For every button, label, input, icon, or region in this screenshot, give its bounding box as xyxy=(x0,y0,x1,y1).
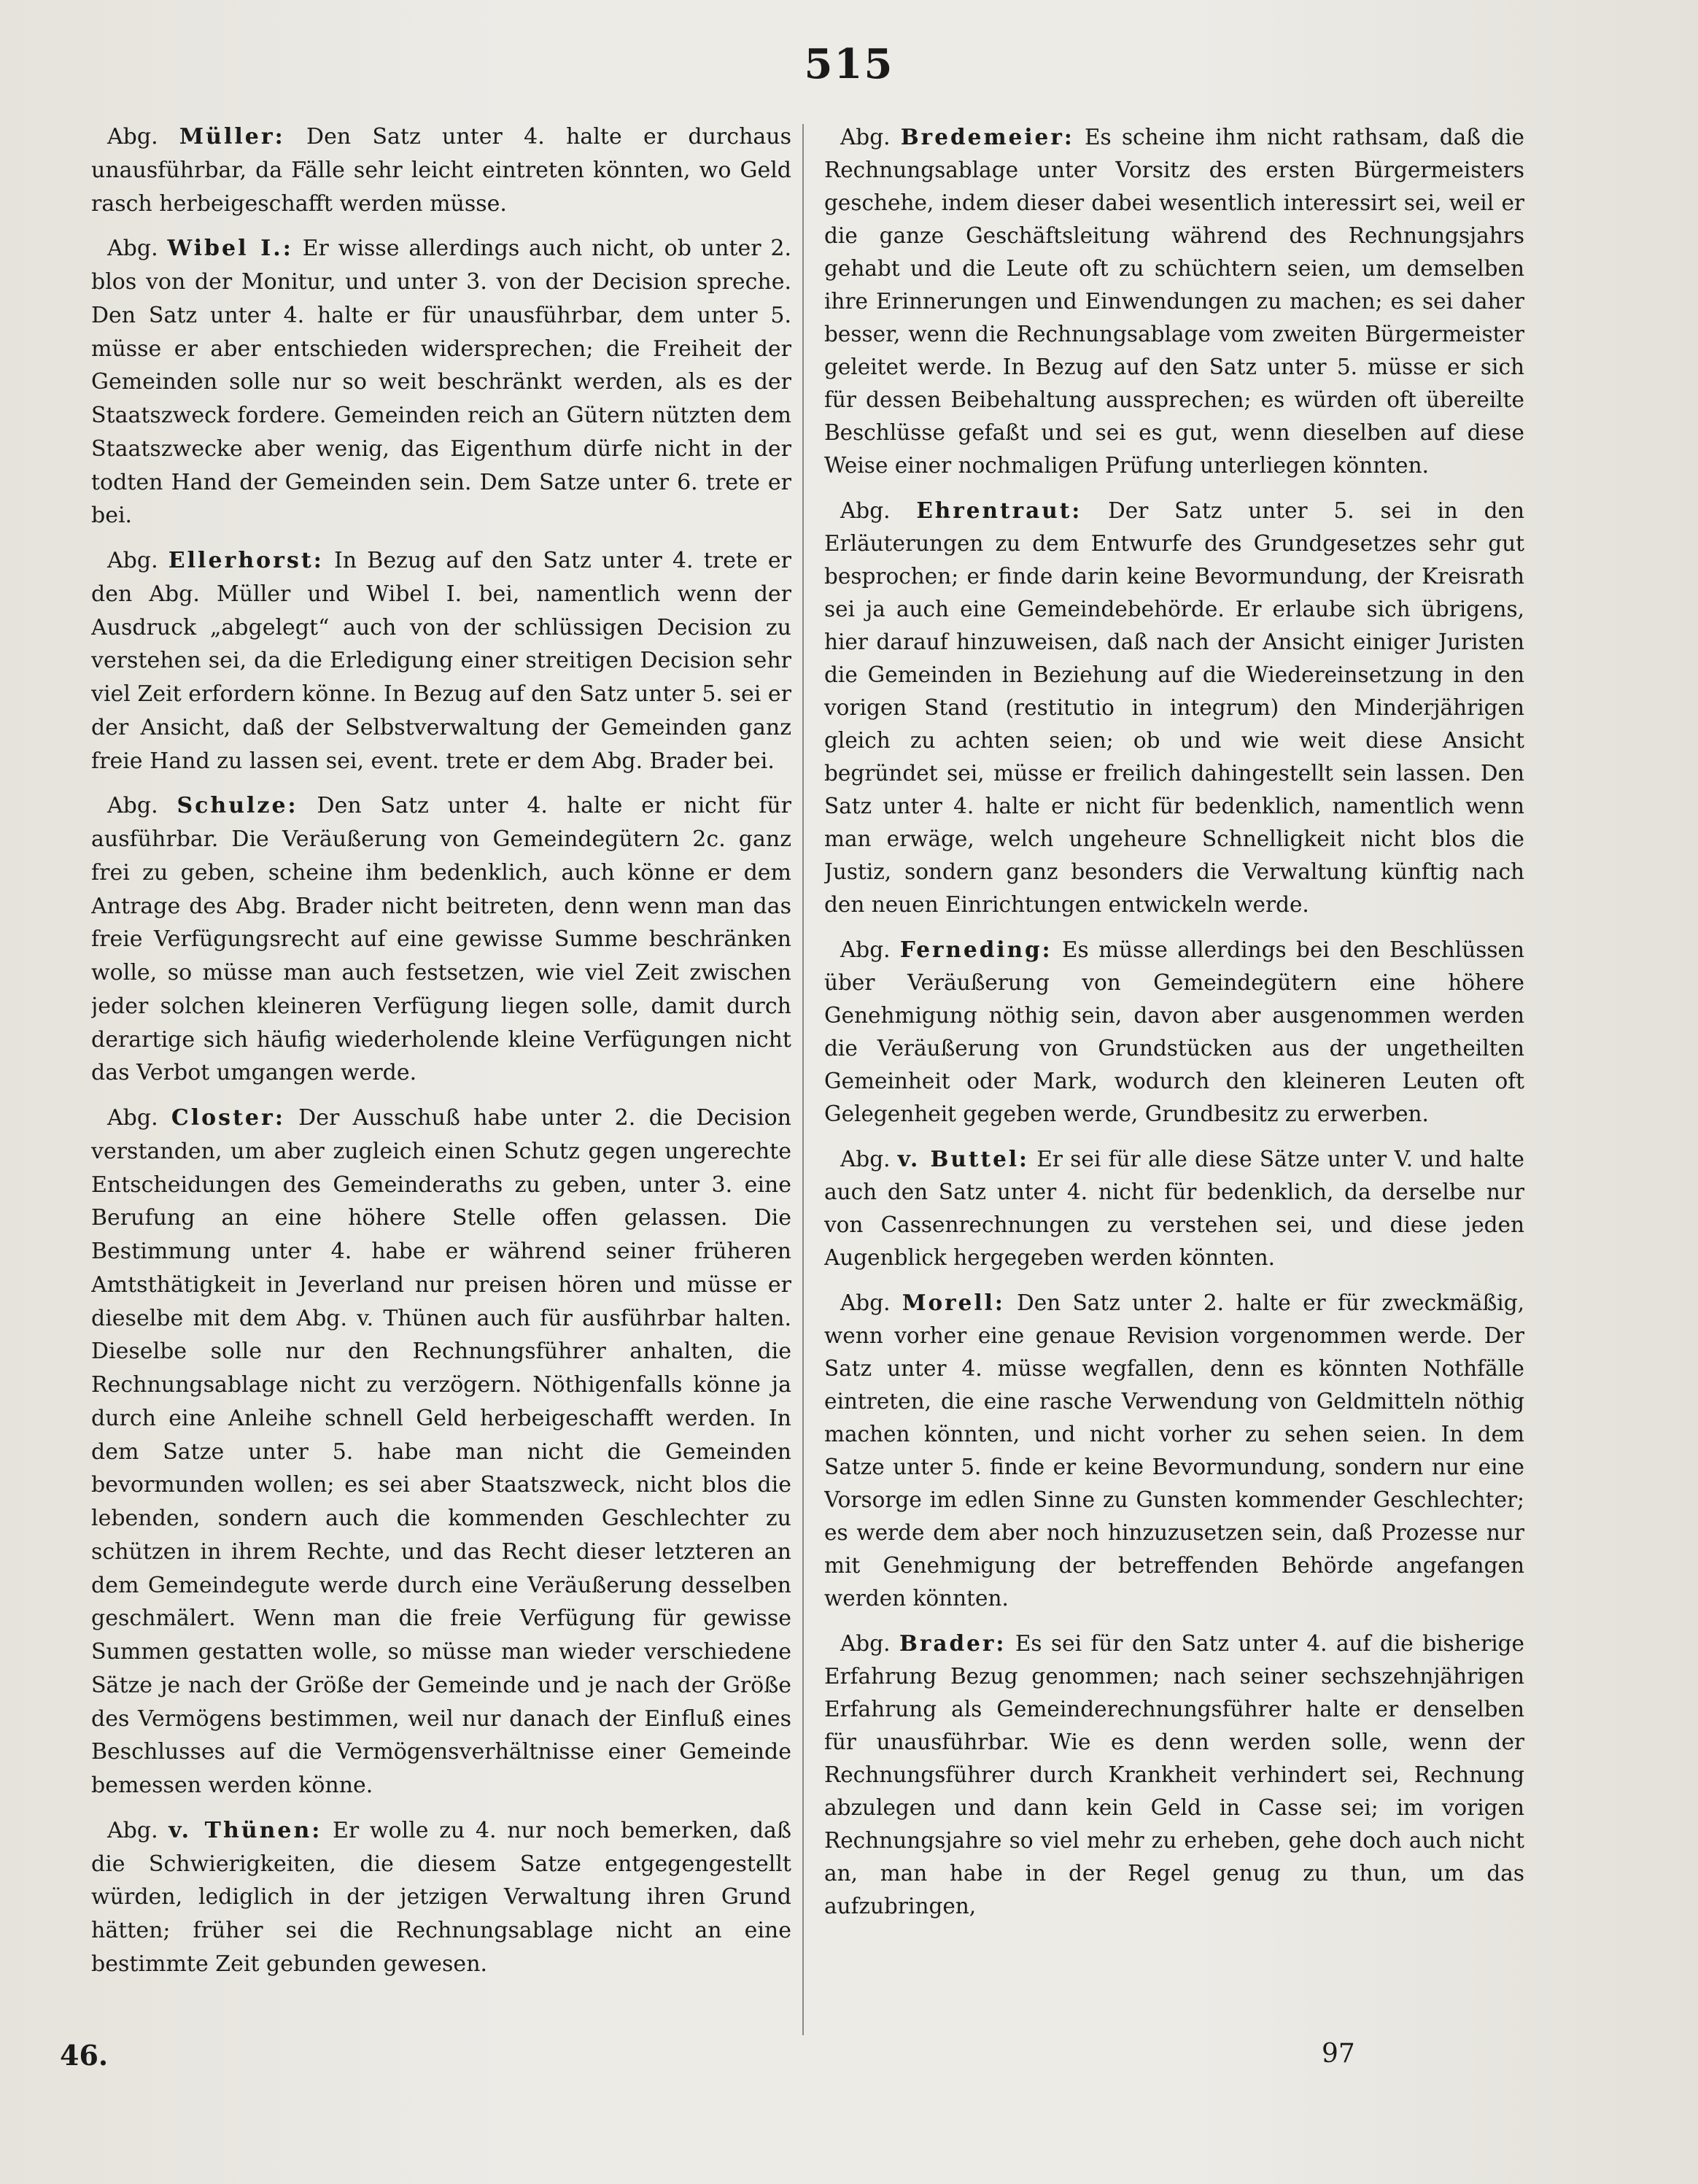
abg-label: Abg. xyxy=(840,1147,891,1172)
speech-text: Er wolle zu 4. nur noch bemerken, daß die Schwierigkeiten, die diesem Satze entgegengestellt würden, lediglich in der jetzigen Verwaltung ihren Grund hätten; früher sei die Rechnungsablage nicht an eine bestimmte Zeit gebunden gewesen. xyxy=(91,1817,791,1977)
speech-text: Er wisse allerdings auch nicht, ob unter 2. blos von der Monitur, und unter 3. von der Decision spreche. Den Satz unter 4. halte er für unausführbar, dem unter 5. müsse er aber entschieden widersprechen; die Freiheit der Gemeinden solle nur so weit beschränkt werden, als es der Staatszweck fordere. Gemeinden reich an Gütern nützten dem Staatszwecke aber wenig, das Eigenthum dürfe nicht in der todten Hand der Gemeinden sein. Dem Satze unter 6. trete er bei. xyxy=(91,236,791,529)
abg-label: Abg. xyxy=(107,236,158,262)
speech-paragraph xyxy=(91,232,791,533)
speech-paragraph xyxy=(824,1142,1524,1274)
speech-paragraph xyxy=(91,1814,791,1981)
page-number: 515 xyxy=(804,40,894,88)
right-column xyxy=(824,120,1524,2017)
speaker-name: Schulze: xyxy=(177,793,298,819)
signature-mark-left: 46. xyxy=(60,2039,109,2072)
abg-label: Abg. xyxy=(840,1631,891,1656)
speech-text: Es scheine ihm nicht rathsam, daß die Rechnungsablage unter Vorsitz des ersten Bürgermeisters geschehe, indem dieser dabei wesentlich interessirt sei, weil er die ganze Geschäftsleitung während des Rechnungsjahrs gehabt und die Leute oft zu schüchtern seien, um demselben ihre Erinnerungen und Einwendungen zu machen; es sei daher besser, wenn die Rechnungsablage vom zweiten Bürgermeister geleitet werde. In Bezug auf den Satz unter 5. müsse er sich für dessen Beibehaltung aussprechen; es würden oft übereilte Beschlüsse gefaßt und sei es gut, wenn dieselben auf diese Weise einer nochmaligen Prüfung unterliegen könnten. xyxy=(824,125,1524,478)
abg-label: Abg. xyxy=(107,1817,158,1843)
speaker-name: Müller: xyxy=(179,124,285,150)
speech-paragraph xyxy=(91,544,791,778)
column-divider xyxy=(802,124,804,2035)
speech-text: In Bezug auf den Satz unter 4. trete er den Abg. Müller und Wibel I. bei, namentlich wenn der Ausdruck „abgelegt“ auch von der schlüssigen Decision zu verstehen sei, da die Erledigung einer streitigen Decision sehr viel Zeit erfordern könne. In Bezug auf den Satz unter 5. sei er der Ansicht, daß der Selbstverwaltung der Gemeinden ganz freie Hand zu lassen sei, event. trete er dem Abg. Brader bei. xyxy=(91,548,791,774)
speech-paragraph xyxy=(91,789,791,1090)
signature-mark-right: 97 xyxy=(1322,2039,1355,2069)
speech-paragraph xyxy=(824,1286,1524,1615)
speaker-name: Ellerhorst: xyxy=(168,548,324,573)
speech-text: Der Ausschuß habe unter 2. die Decision verstanden, um aber zugleich einen Schutz gegen ungerechte Entscheidungen des Gemeinderaths zu geben, unter 3. eine Berufung an eine höhere Stelle offen gelassen. Die Bestimmung unter 4. habe er während seiner früheren Amtsthätigkeit in Jeverland nur preisen hören und müsse er dieselbe mit dem Abg. v. Thünen auch für ausführbar halten. Dieselbe solle nur den Rechnungsführer anhalten, die Rechnungsablage nicht zu verzögern. Nöthigenfalls könne ja durch eine Anleihe schnell Geld herbeigeschafft werden. In dem Satze unter 5. habe man nicht die Gemeinden bevormunden wollen; es sei aber Staatszweck, nicht blos die lebenden, sondern auch die kommenden Geschlechter zu schützen in ihrem Rechte, und das Recht dieser letzteren an dem Gemeindegute werde durch eine Veräußerung desselben geschmälert. Wenn man die freie Verfügung für gewisse Summen gestatten wolle, so müsse man wieder verschiedene Sätze je nach der Größe der Gemeinde und je nach der Größe des Vermögens bestimmen, weil nur danach der Einfluß eines Beschlusses auf die Vermögensverhältnisse einer Gemeinde bemessen werden könne. xyxy=(91,1105,791,1798)
speaker-name: v. Thünen: xyxy=(168,1817,322,1843)
abg-label: Abg. xyxy=(107,124,158,150)
abg-label: Abg. xyxy=(107,1105,158,1131)
left-column xyxy=(91,120,791,2017)
speech-paragraph xyxy=(91,1101,791,1802)
speaker-name: Wibel I.: xyxy=(167,236,293,262)
speaker-name: Morell: xyxy=(902,1290,1005,1315)
speech-text: Den Satz unter 4. halte er nicht für ausführbar. Die Veräußerung von Gemeindegütern 2c. ganz frei zu geben, scheine ihm bedenklich, auch könne er dem Antrage des Abg. Brader nicht beitreten, denn wenn man das freie Verfügungsrecht auf eine gewisse Summe beschränken wolle, so müsse man auch festsetzen, wie viel Zeit zwischen jeder solchen kleineren Verfügung liegen solle, damit durch derartige sich häufig wiederholende kleine Verfügungen nicht das Verbot umgangen werde. xyxy=(91,793,791,1086)
speech-text: Der Satz unter 5. sei in den Erläuterungen zu dem Entwurfe des Grundgesetzes sehr gut besprochen; er finde darin keine Bevormundung, der Kreisrath sei ja auch eine Gemeindebehörde. Er erlaube sich übrigens, hier darauf hinzuweisen, daß nach der Ansicht einiger Juristen die Gemeinden in Beziehung auf die Wiedereinsetzung in den vorigen Stand (restitutio in integrum) den Minderjährigen gleich zu achten seien; ob und wie weit diese Ansicht begründet sei, müsse er freilich dahingestellt sein lassen. Den Satz unter 4. halte er nicht für bedenklich, namentlich wenn man erwäge, welch ungeheure Schnelligkeit nicht blos die Justiz, sondern ganz besonders die Verwaltung künftig nach den neuen Einrichtungen entwickeln werde. xyxy=(824,498,1524,917)
speaker-name: Bredemeier: xyxy=(900,124,1074,150)
speech-paragraph xyxy=(824,1627,1524,1923)
speaker-name: Ehrentraut: xyxy=(916,497,1082,523)
abg-label: Abg. xyxy=(840,1290,891,1315)
speaker-name: Closter: xyxy=(171,1105,285,1131)
speaker-name: v. Buttel: xyxy=(897,1146,1029,1172)
abg-label: Abg. xyxy=(840,125,891,150)
speaker-name: Brader: xyxy=(899,1630,1007,1656)
speaker-name: Ferneding: xyxy=(899,937,1052,962)
speech-paragraph xyxy=(91,120,791,220)
speech-text: Es sei für den Satz unter 4. auf die bisherige Erfahrung Bezug genommen; nach seiner sechszehnjährigen Erfahrung als Gemeinderechnungsführer halte er denselben für unausführbar. Wie es denn werden solle, wenn der Rechnungsführer durch Krankheit verhindert sei, Rechnung abzulegen und dann kein Geld in Casse sei; im vorigen Rechnungsjahre so viel mehr zu erheben, gehe doch auch nicht an, man habe in der Regel genug zu thun, um das aufzubringen, xyxy=(824,1631,1524,1918)
speech-text: Den Satz unter 2. halte er für zweckmäßig, wenn vorher eine genaue Revision vorgenommen werde. Der Satz unter 4. müsse wegfallen, denn es könnten Nothfälle eintreten, die eine rasche Verwendung von Geldmitteln nöthig machen könnten, und nicht vorher zu sehen seien. In dem Satze unter 5. finde er keine Bevormundung, sondern nur eine Vorsorge im edlen Sinne zu Gunsten kommender Geschlechter; es werde dem aber noch hinzuzusetzen sein, daß Prozesse nur mit Genehmigung der betreffenden Behörde angefangen werden könnten. xyxy=(824,1290,1524,1611)
abg-label: Abg. xyxy=(840,937,891,962)
speech-paragraph xyxy=(824,494,1524,921)
speech-paragraph xyxy=(824,933,1524,1131)
speech-paragraph xyxy=(824,120,1524,482)
abg-label: Abg. xyxy=(107,793,158,819)
speech-text: Den Satz unter 4. halte er durchaus unausführbar, da Fälle sehr leicht eintreten könnten, wo Geld rasch herbeigeschafft werden müsse. xyxy=(91,124,791,217)
abg-label: Abg. xyxy=(107,548,158,573)
speech-text: Er sei für alle diese Sätze unter V. und halte auch den Satz unter 4. nicht für bedenklich, da derselbe nur von Cassenrechnungen zu verstehen sei, und diese jeden Augenblick hergegeben werden könnten. xyxy=(824,1147,1524,1270)
speech-text: Es müsse allerdings bei den Beschlüssen über Veräußerung von Gemeindegütern eine höhere Genehmigung nöthig sein, davon aber ausgenommen werden die Veräußerung von Grundstücken aus der ungetheilten Gemeinheit oder Mark, wodurch den kleineren Leuten oft Gelegenheit gegeben werde, Grundbesitz zu erwerben. xyxy=(824,937,1524,1126)
abg-label: Abg. xyxy=(840,498,891,523)
